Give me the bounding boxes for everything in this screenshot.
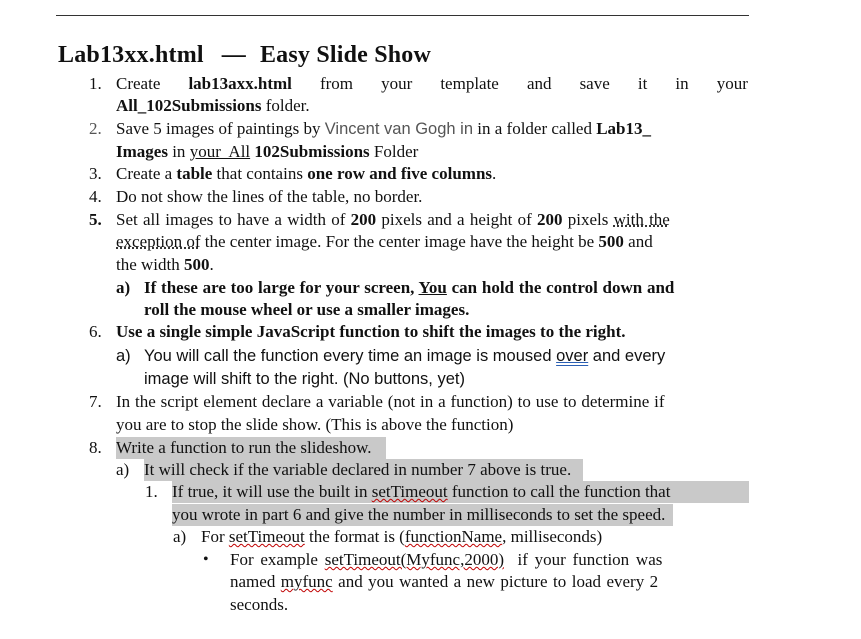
list-item-5-line3: the width 500. — [116, 255, 214, 274]
word: save — [579, 74, 610, 93]
list-item-8a1a: For setTimeout the format is (functionName, milliseconds) — [201, 527, 603, 546]
word: your — [381, 74, 413, 93]
list-item-2-line1: Save 5 images of paintings by Vincent van Gogh in in a folder called Lab13_ — [116, 119, 652, 138]
header-rule — [56, 15, 749, 16]
word: it — [637, 74, 648, 93]
list-item-6: Use a single simple JavaScript function to shift the images to the right. — [116, 322, 626, 341]
bullet-item-line1: For example setTimeout(Myfunc,2000) if your function was — [230, 550, 663, 569]
item-number: 5. — [89, 210, 102, 229]
word: template — [440, 74, 499, 93]
list-item-8a1-line2: you wrote in part 6 and give the number in milliseconds to set the speed. — [172, 504, 673, 526]
list-item-6a-line2: image will shift to the right. (No buttons, yet) — [144, 370, 465, 388]
list-item-1-line1 — [116, 73, 748, 95]
word-filename: lab13axx.html — [188, 74, 292, 93]
item-number: a) — [116, 278, 131, 297]
list-item-8a1-line1: If true, it will use the built in setTimeout function to call the function that — [172, 481, 749, 503]
item-number: 1. — [89, 74, 102, 93]
list-item-5-line2: exception of the center image. For the center image have the height be 500 and — [116, 232, 653, 251]
list-item-5a-line2: roll the mouse wheel or use a smaller images. — [144, 300, 470, 319]
item-number: a) — [116, 347, 131, 365]
title-filename: Lab13xx.html — [58, 42, 204, 68]
item-number: 7. — [89, 392, 102, 411]
item-number: 3. — [89, 164, 102, 183]
list-item-6a-line1: You will call the function every time an image is moused over and every — [144, 347, 666, 365]
item-number: 1. — [145, 482, 158, 501]
list-item-8: Write a function to run the slideshow. — [116, 437, 386, 459]
list-item-5-line1: Set all images to have a width of 200 pixels and a height of 200 pixels with the — [116, 210, 670, 229]
item-number: a) — [173, 527, 187, 546]
item-number: 8. — [89, 438, 102, 457]
list-item-7-line1: In the script element declare a variable (not in a function) to use to determine if — [116, 392, 665, 411]
list-item-3: Create a table that contains one row and five columns. — [116, 164, 497, 183]
word: Create — [116, 74, 161, 93]
word: and — [526, 74, 552, 93]
list-item-7-line2: you are to stop the slide show. (This is above the function) — [116, 415, 514, 434]
word: from — [319, 74, 353, 93]
title-dash: — — [221, 42, 246, 68]
item-number: 6. — [89, 322, 102, 341]
list-item-2-line2: Images in your All 102Submissions Folder — [116, 142, 419, 161]
item-number: 4. — [89, 187, 102, 206]
page-title — [58, 42, 431, 69]
item-number: a) — [116, 460, 130, 479]
list-item-4: Do not show the lines of the table, no border. — [116, 187, 423, 206]
bullet-icon: • — [203, 551, 209, 568]
title-text: Easy Slide Show — [259, 42, 432, 68]
list-item-8a: It will check if the variable declared in number 7 above is true. — [144, 459, 583, 481]
bullet-item-line3: seconds. — [230, 595, 289, 614]
word: in — [675, 74, 689, 93]
list-item-5a-line1: If these are too large for your screen, You can hold the control down and — [144, 278, 675, 297]
word: your — [716, 74, 748, 93]
list-item-1-line2: All_102Submissions folder. — [116, 96, 310, 115]
item-number: 2. — [89, 119, 102, 138]
bullet-item-line2: named myfunc and you wanted a new picture to load every 2 — [230, 572, 659, 591]
